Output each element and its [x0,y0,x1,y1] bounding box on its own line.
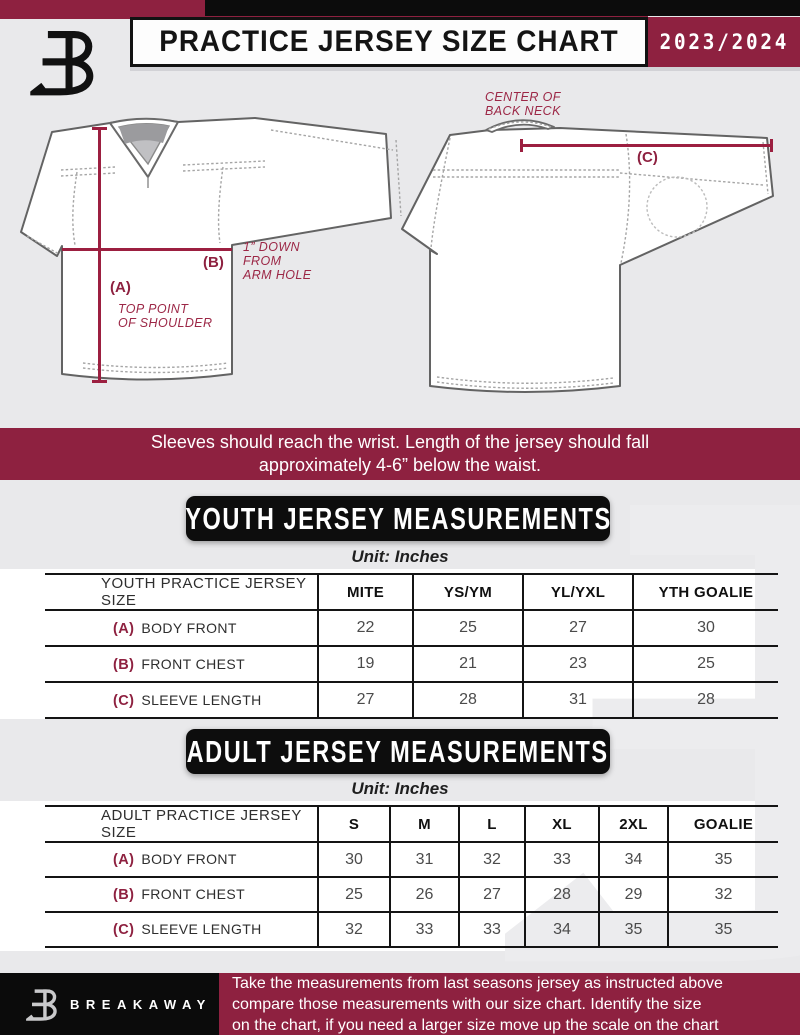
column-header: GOALIE [668,806,778,842]
row-label-text: FRONT CHEST [141,655,246,672]
row-label-text: SLEEVE LENGTH [141,921,262,937]
footer-note-line-3: on the chart, if you need a larger size move up the scale on the chart [232,1017,719,1034]
line-a-bottom-cap [92,380,107,383]
size-value: 27 [318,682,413,718]
column-header: MITE [318,574,413,610]
footer-note-line-1: Take the measurements from last seasons jersey as instructed above [232,975,723,992]
row-key: (C) [113,692,135,709]
column-header: YS/YM [413,574,523,610]
row-label [45,610,318,646]
row-key: (B) [113,656,135,673]
size-value: 35 [668,912,778,947]
footer-breakaway-logo-icon [26,986,57,1022]
size-value: 32 [668,877,778,912]
label-b-caption: 1” DOWN FROM ARM HOLE [243,240,312,282]
size-value: 35 [668,842,778,877]
measurement-line-c [520,144,773,147]
youth-heading-banner [186,496,610,541]
size-value: 25 [413,610,523,646]
size-value: 31 [523,682,633,718]
row-label [45,682,318,718]
table-row [45,877,778,912]
row-label-text: SLEEVE LENGTH [141,691,262,708]
size-value: 30 [633,610,778,646]
notice-line-2: approximately 4-6” below the waist. [258,455,542,475]
size-value: 33 [459,912,525,947]
size-value: 28 [413,682,523,718]
front-jersey-diagram [15,106,415,398]
footer-note [232,974,792,1035]
column-header: XL [525,806,599,842]
label-a: (A) [110,279,131,296]
row-label [45,842,318,877]
youth-heading: YOUTH JERSEY MEASUREMENTS [184,500,612,536]
table-row [45,912,778,947]
youth-size-table [45,573,778,719]
size-value: 35 [599,912,668,947]
footer-brand-text: BREAKAWAY [70,996,212,1012]
table-row [45,682,778,718]
row-label [45,646,318,682]
top-black-bar [205,0,800,16]
adult-unit-label: Unit: Inches [351,779,449,798]
back-neck-caption: CENTER OF BACK NECK [485,90,561,118]
size-value: 28 [525,877,599,912]
row-label-text: BODY FRONT [141,619,237,636]
row-label-text: BODY FRONT [141,851,237,867]
row-label [45,912,318,947]
size-value: 33 [390,912,459,947]
column-header: M [390,806,459,842]
size-value: 34 [599,842,668,877]
row-key: (A) [113,620,135,637]
footer-brand-box [0,973,219,1035]
size-value: 30 [318,842,390,877]
size-value: 22 [318,610,413,646]
measurement-line-a [98,127,101,383]
size-value: 31 [390,842,459,877]
size-value: 19 [318,646,413,682]
season-text: 2023/2024 [659,30,789,54]
table-header-row [45,574,778,610]
size-value: 28 [633,682,778,718]
size-table [45,805,778,948]
line-c-left-tick [520,139,523,152]
column-header: L [459,806,525,842]
row-label [45,877,318,912]
size-value: 34 [525,912,599,947]
column-header: YL/YXL [523,574,633,610]
column-header: YTH GOALIE [633,574,778,610]
size-value: 27 [523,610,633,646]
size-value: 29 [599,877,668,912]
adult-heading: ADULT JERSEY MEASUREMENTS [187,733,609,769]
page-title: PRACTICE JERSEY SIZE CHART [159,25,619,58]
table-row [45,842,778,877]
size-table [45,573,778,719]
column-header: 2XL [599,806,668,842]
row-key: (A) [113,852,135,868]
size-value: 26 [390,877,459,912]
size-value: 21 [413,646,523,682]
footer-note-line-2: compare those measurements with our size chart. Identify the size [232,996,702,1013]
size-value: 27 [459,877,525,912]
line-c-right-tick [770,139,773,152]
size-value: 23 [523,646,633,682]
table-header-row [45,806,778,842]
title-box [130,17,648,67]
adult-heading-banner [186,729,610,774]
measurement-line-b [62,248,232,251]
table-row [45,610,778,646]
adult-size-table [45,805,778,948]
column-header: YOUTH PRACTICE JERSEY SIZE [45,574,318,610]
column-header: ADULT PRACTICE JERSEY SIZE [45,806,318,842]
season-badge [648,17,800,67]
row-key: (C) [113,922,135,938]
size-value: 25 [318,877,390,912]
size-value: 32 [459,842,525,877]
size-value: 33 [525,842,599,877]
line-a-top-cap [92,127,107,130]
label-a-caption: TOP POINT OF SHOULDER [118,302,213,330]
size-value: 25 [633,646,778,682]
breakaway-logo-icon [30,24,94,98]
column-header: S [318,806,390,842]
size-value: 32 [318,912,390,947]
notice-line-1: Sleeves should reach the wrist. Length of the jersey should fall [150,432,650,452]
row-label-text: FRONT CHEST [141,886,246,902]
table-row [45,646,778,682]
label-b: (B) [203,254,224,271]
label-c: (C) [637,149,658,166]
youth-unit-label: Unit: Inches [351,547,449,566]
row-key: (B) [113,887,135,903]
